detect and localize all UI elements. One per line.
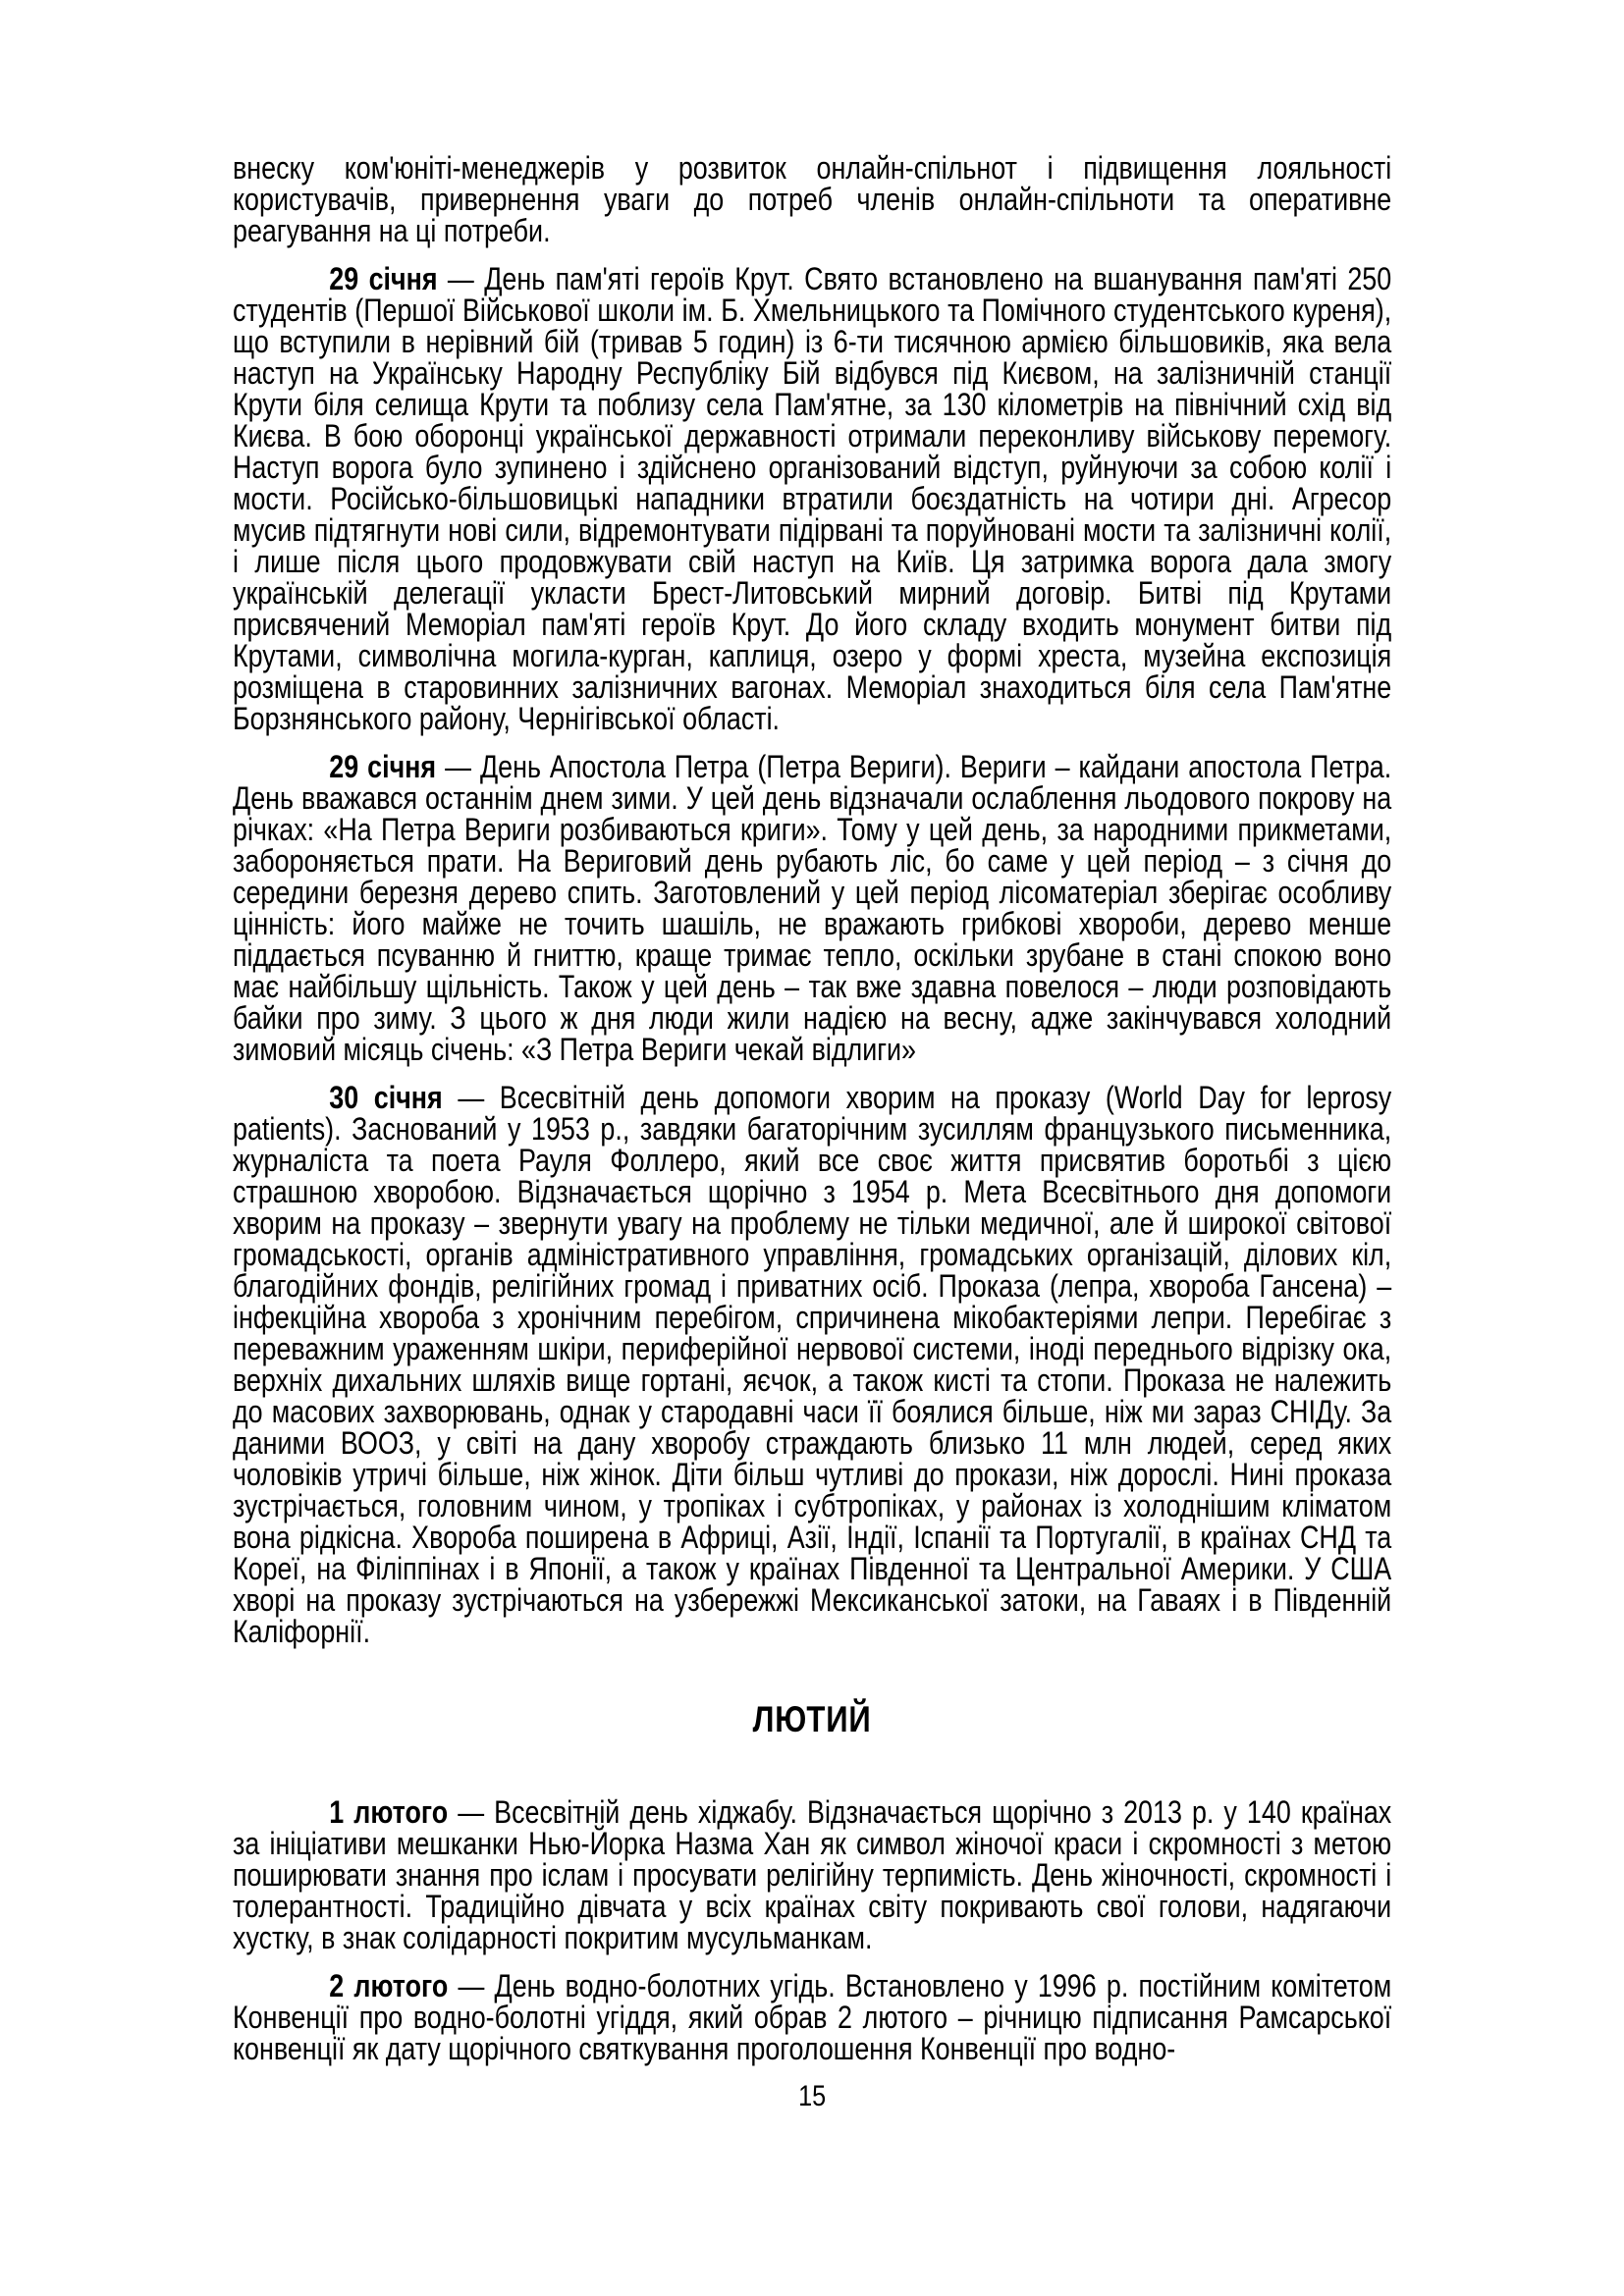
entry-29-jan-petra-veryhy <box>233 751 1391 1065</box>
entry-date-lead: 30 січня <box>329 1080 443 1115</box>
paragraph-text: — Всесвітній день допомоги хворим на проказу (World Day for leprosy patients). Заснований у 1953 р., завдяки багаторічним зусиллям французького письменника, журналіста та поета Рауля Фоллеро, який все своє життя присвятив боротьбі з цією страшною хворобою. Відзначається щорічно з 1954 р. Мета Всесвітнього дня допомоги хворим на проказу – звернути увагу на проблему не тільки медичної, але й широкої світової громадськості, органів адміністративного управління, громадських організацій, ділових кіл, благодійних фондів, релігійних громад і приватних осіб. Проказа (лепра, хвороба Гансена) – інфекційна хвороба з хронічним перебігом, спричинена мікобактеріями лепри. Перебігає з переважним ураженням шкіри, периферійної нервової системи, іноді переднього відрізку ока, верхніх дихальних шляхів вище гортані, яєчок, а також кисті та стопи. Проказа не належить до масових захворювань, однак у стародавні часи її боялися більше, ніж ми зараз СНІДу. За даними ВООЗ, у світі на дану хворобу страждають близько 11 млн людей, серед яких чоловіків утричі більше, ніж жінок. Діти більш чутливі до прокази, ніж дорослі. Нині проказа зустрічається, головним чином, у тропіках і субтропіках, у районах із холоднішим кліматом вона рідкісна. Хвороба поширена в Африці, Азії, Індії, Іспанії та Португалії, в країнах СНД та Кореї, на Філіппінах і в Японії, а також у країнах Південної та Центральної Америки. У США хворі на проказу зустрічаються на узбережжі Мексиканської затоки, на Гаваях і в Південній Каліфорнії. <box>233 1080 1392 1649</box>
paragraph-text: — День Апостола Петра (Петра Вериги). Вериги – кайдани апостола Петра. День вважався останнім днем зими. У цей день відзначали ослаблення льодового покрову на річках: «На Петра Вериги розбиваються криги». Тому у цей день, за народними прикметами, забороняється прати. На Вериговий день рубають ліс, бо саме у цей період – з січня до середини березня дерево спить. Заготовлений у цей період лісоматеріал зберігає особливу цінність: його майже не точить шашіль, не вражають грибкові хвороби, дерево менше піддається псуванню й гниттю, краще тримає тепло, оскільки зрубане в стані спокою воно має найбільшу щільність. Також у цей день – так вже здавна повелося – люди розповідають байки про зиму. З цього ж дня люди жили надією на весну, адже закінчувався холодний зимовий місяць січень: «З Петра Вериги чекай відлиги» <box>233 749 1392 1067</box>
entry-2-feb-wetlands-day <box>233 1970 1391 2064</box>
paragraph-continuation <box>233 152 1391 246</box>
paragraph-text: — День водно-болотних угідь. Встановлено у 1996 р. постійним комітетом Конвенції про водно-болотні угіддя, який обрав 2 лютого – річницю підписання Рамсарської конвенції як дату щорічного святкування проголошення Конвенції про водно- <box>233 1968 1392 2066</box>
month-heading-february: ЛЮТИЙ <box>752 1699 872 1739</box>
entry-date-lead: 1 лютого <box>329 1794 449 1830</box>
entry-date-lead: 2 лютого <box>329 1968 449 2003</box>
entry-29-jan-kruty <box>233 263 1391 734</box>
body-text <box>233 152 1391 2112</box>
paragraph-text: — Всесвітній день хіджабу. Відзначається щорічно з 2013 р. у 140 країнах за ініціативи мешканки Нью-Йорка Назма Хан як символ жіночої краси і скромності з метою поширювати знання про іслам і просувати релігійну терпимість. День жіночності, скромності і толерантності. Традиційно дівчата у всіх країнах світу покривають свої голови, надягаючи хустку, в знак солідарності покритим мусульманкам. <box>233 1794 1392 1955</box>
entry-date-lead: 29 січня <box>329 261 438 296</box>
entry-1-feb-hijab-day <box>233 1796 1391 1953</box>
page-number: 15 <box>798 2080 827 2112</box>
entry-date-lead: 29 січня <box>329 749 437 784</box>
entry-30-jan-leprosy-day <box>233 1082 1391 1647</box>
paragraph-text: — День пам'яті героїв Крут. Свято встановлено на вшанування пам'яті 250 студентів (Першої Військової школи ім. Б. Хмельницького та Помічного студентського куреня), що вступили в нерівний бій (тривав 5 годин) із 6-ти тисячною армією більшовиків, яка вела наступ на Українську Народну Республіку Бій відбувся під Києвом, на залізничній станції Крути біля селища Крути та поблизу села Пам'ятне, за 130 кілометрів на північний схід від Києва. В бою оборонці української державності отримали переконливу військову перемогу. Наступ ворога було зупинено і здійснено організований відступ, руйнуючи за собою колії і мости. Російсько-більшовицькі нападники втратили боєздатність на чотири дні. Агресор мусив підтягнути нові сили, відремонтувати підірвані та поруйновані мости та залізничні колії, і лише після цього продовжувати свій наступ на Київ. Ця затримка ворога дала змогу українській делегації укласти Брест-Литовський мирний договір. Битві під Крутами присвячений Меморіал пам'яті героїв Крут. До його складу входить монумент битви під Крутами, символічна могила-курган, каплиця, озеро у формі хреста, музейна експозиція розміщена в старовинних залізничних вагонах. Меморіал знаходиться біля села Пам'ятне Борзнянського району, Чернігівської області. <box>233 261 1392 736</box>
paragraph-text: внеску ком'юніті-менеджерів у розвиток онлайн-спільнот і підвищення лояльності користувачів, привернення уваги до потреб членів онлайн-спільноти та оперативне реагування на ці потреби. <box>233 150 1392 248</box>
